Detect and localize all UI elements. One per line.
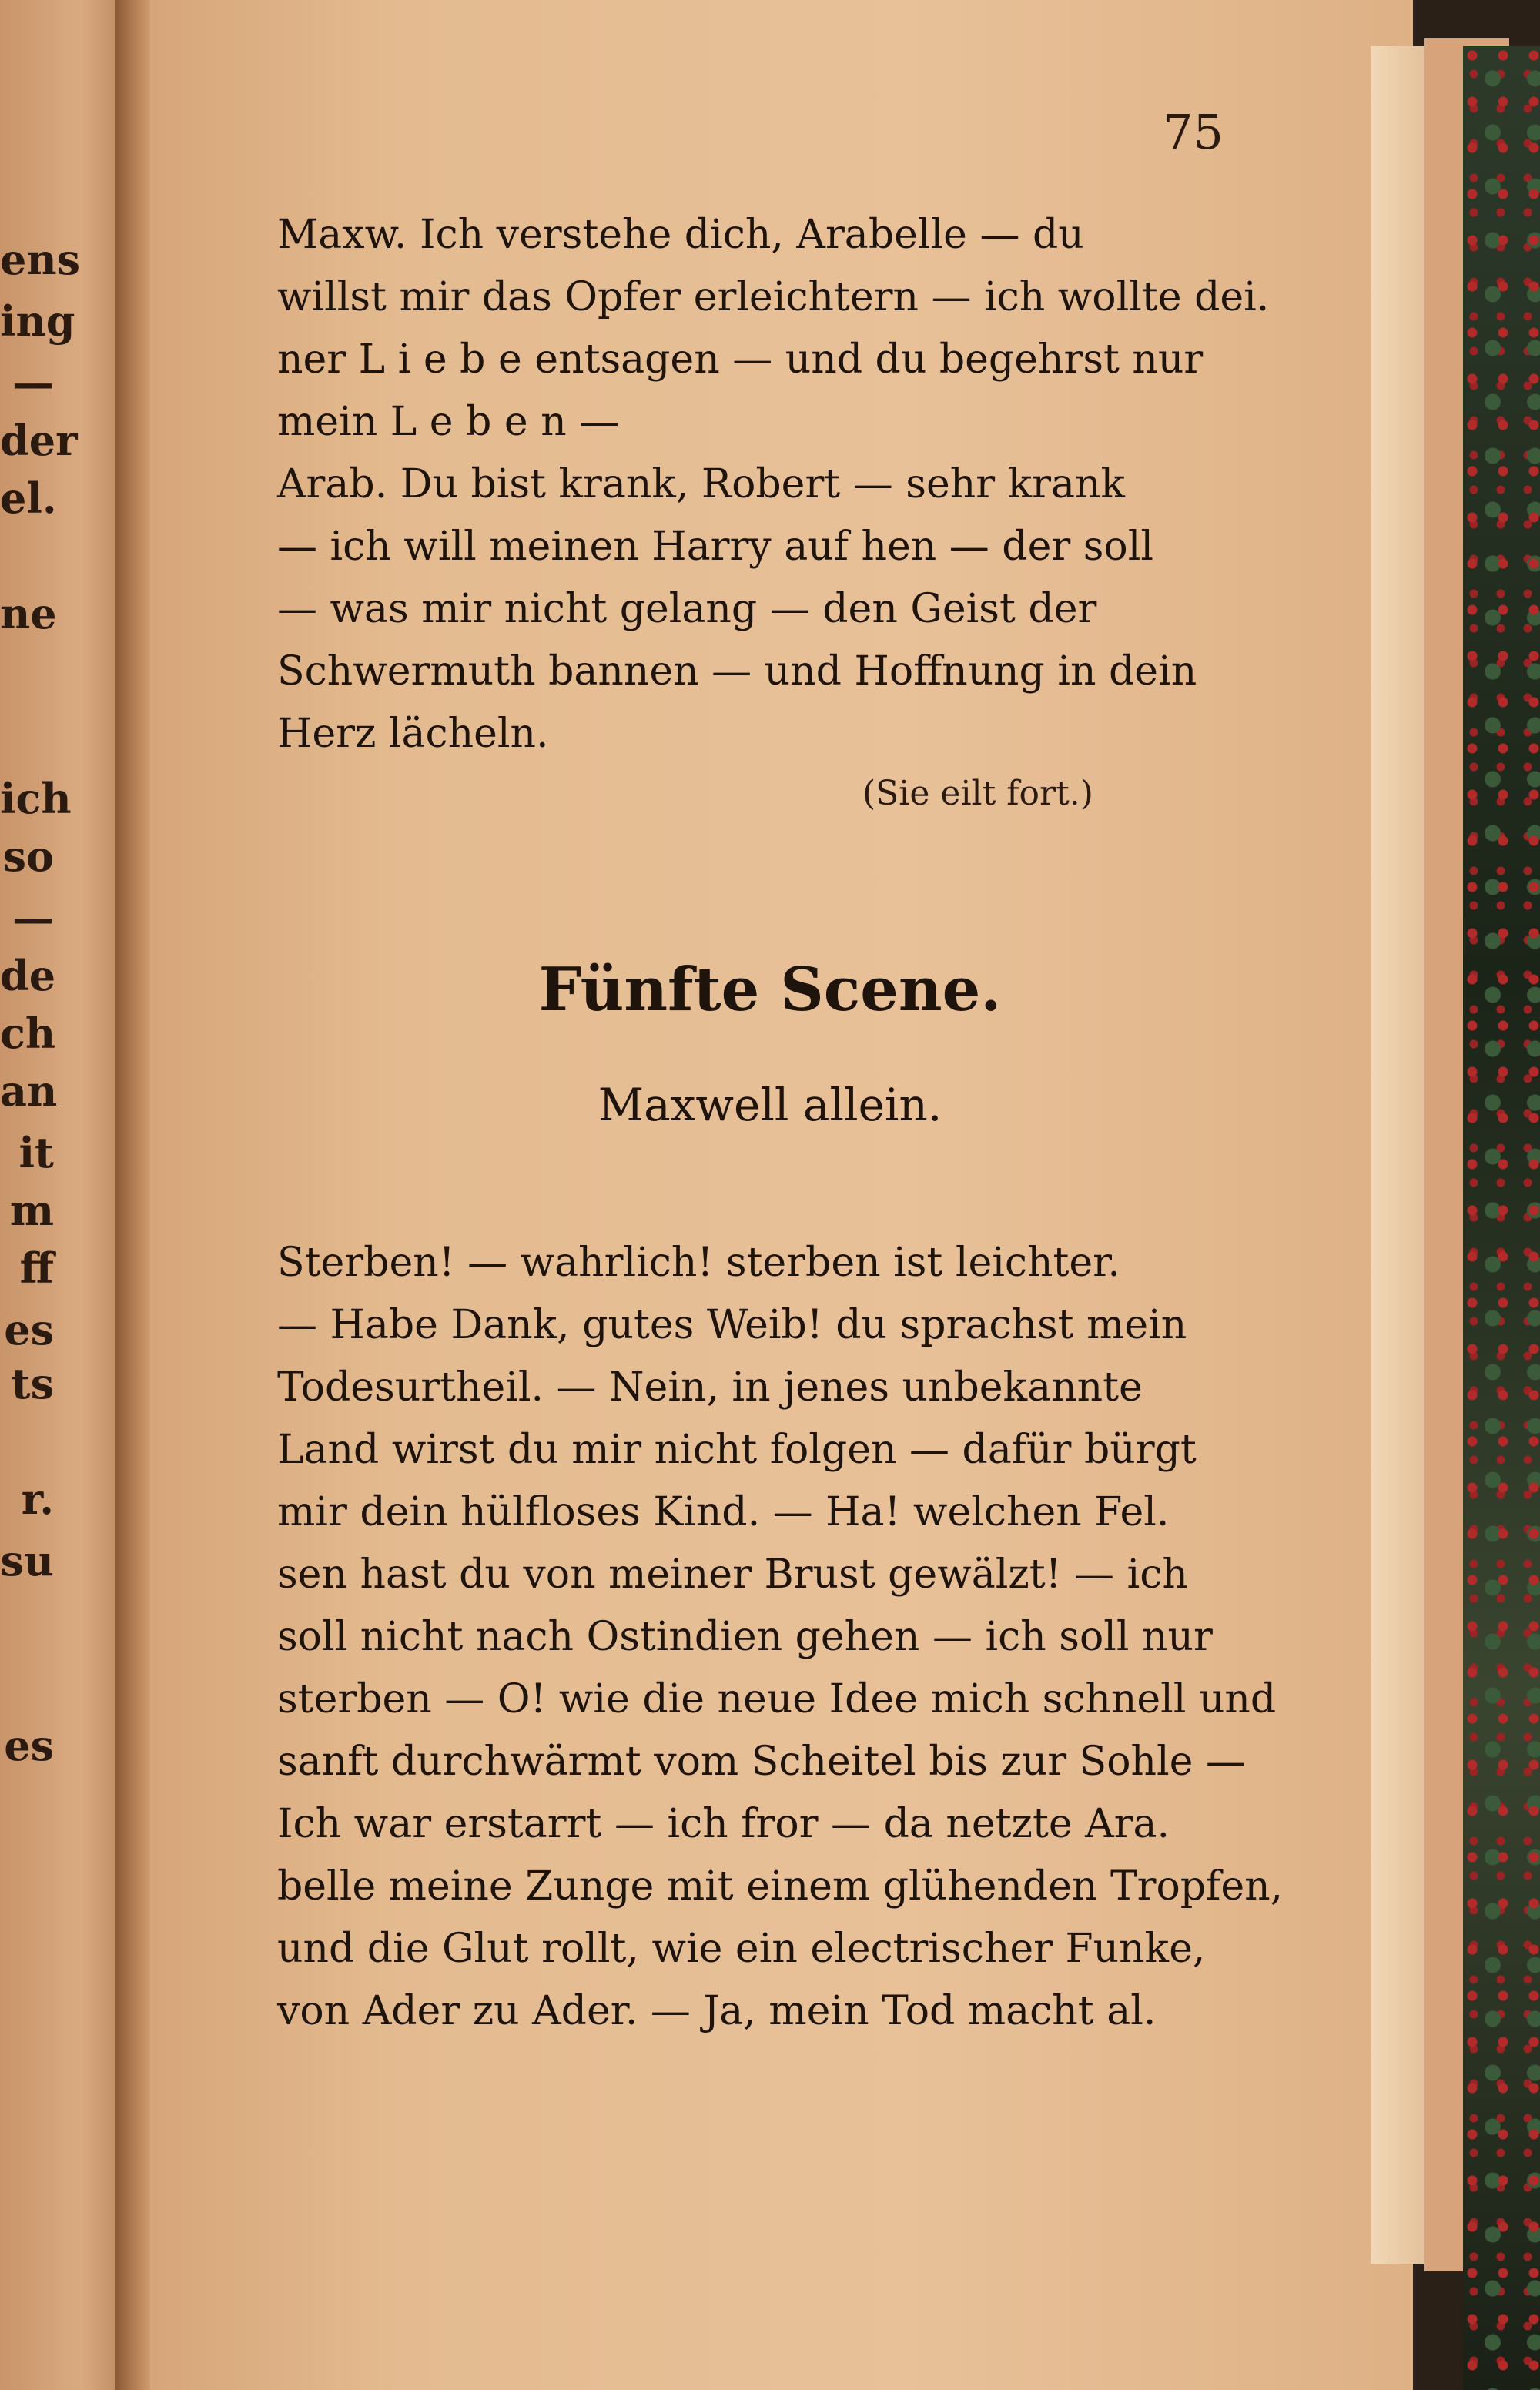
- text-line: — ich will meinen Harry auf hen — der soll: [277, 524, 1153, 570]
- left-page-fragment: der: [0, 416, 78, 465]
- left-page-fragment: ff: [19, 1244, 54, 1293]
- left-page-fragment: so: [2, 832, 54, 881]
- left-page-fragment: ens: [0, 235, 81, 284]
- text-line: Sterben! — wahrlich! sterben ist leichter.: [277, 1240, 1120, 1286]
- page-number: 75: [1163, 104, 1224, 160]
- text-line: Schwermuth bannen — und Hoffnung in dein: [277, 648, 1197, 695]
- text-line: ner L i e b e entsagen — und du begehrst nur: [277, 336, 1204, 383]
- scene-title: Fünfte Scene.: [538, 955, 1002, 1025]
- left-page-fragment: —: [12, 358, 54, 407]
- left-page-fragment: m: [9, 1186, 54, 1235]
- text-line: mein L e b e n —: [277, 399, 620, 445]
- text-line: sterben — O! wie die neue Idee mich schnell und: [277, 1676, 1277, 1722]
- left-page-fragment: it: [18, 1128, 54, 1177]
- left-page-fragment: r.: [21, 1475, 54, 1524]
- left-page-fragment: ing: [0, 296, 75, 346]
- text-line: willst mir das Opfer erleichtern — ich wollte dei.: [277, 274, 1270, 320]
- left-page-fragment: ne: [0, 589, 57, 638]
- text-line: mir dein hülfloses Kind. — Ha! welchen Fel.: [277, 1489, 1170, 1535]
- scene-subtitle: Maxwell allein.: [598, 1079, 942, 1131]
- left-page-fragment: ch: [0, 1009, 56, 1058]
- left-page-fragment: ich: [0, 774, 72, 823]
- text-line: Maxw. Ich verstehe dich, Arabelle — du: [277, 212, 1084, 258]
- left-page-fragment: de: [0, 951, 56, 1000]
- text-line: soll nicht nach Ostindien gehen — ich soll nur: [277, 1614, 1213, 1660]
- left-page-fragment: es: [4, 1305, 54, 1354]
- text-line: Herz lächeln.: [277, 711, 549, 757]
- left-page-fragment: es: [4, 1721, 54, 1770]
- stage-direction: (Sie eilt fort.): [862, 774, 1093, 813]
- text-line: belle meine Zunge mit einem glühenden Tropfen,: [277, 1863, 1284, 1910]
- left-page-fragment: su: [0, 1536, 54, 1585]
- text-line: sen hast du von meiner Brust gewälzt! — ich: [277, 1551, 1188, 1598]
- text-line: Ich war erstarrt — ich fror — da netzte Ara.: [277, 1801, 1170, 1847]
- page-edges: [1371, 46, 1424, 2264]
- left-page-fragment: an: [0, 1066, 58, 1116]
- left-page-fragment: —: [12, 893, 54, 942]
- text-line: von Ader zu Ader. — Ja, mein Tod macht al.: [277, 1988, 1157, 2034]
- text-line: und die Glut rollt, wie ein electrischer Funke,: [277, 1926, 1206, 1972]
- text-line: Land wirst du mir nicht folgen — dafür bürgt: [277, 1427, 1197, 1473]
- left-page-fragment: ts: [11, 1359, 54, 1408]
- text-line: — Habe Dank, gutes Weib! du sprachst mein: [277, 1302, 1187, 1348]
- text-line: Arab. Du bist krank, Robert — sehr krank: [277, 461, 1125, 507]
- marbled-cover: [1463, 46, 1540, 2390]
- text-line: Todesurtheil. — Nein, in jenes unbekannte: [277, 1364, 1143, 1411]
- left-page-fragment: el.: [0, 474, 57, 523]
- text-line: — was mir nicht gelang — den Geist der: [277, 586, 1097, 632]
- text-line: sanft durchwärmt vom Scheitel bis zur Sohle —: [277, 1739, 1246, 1785]
